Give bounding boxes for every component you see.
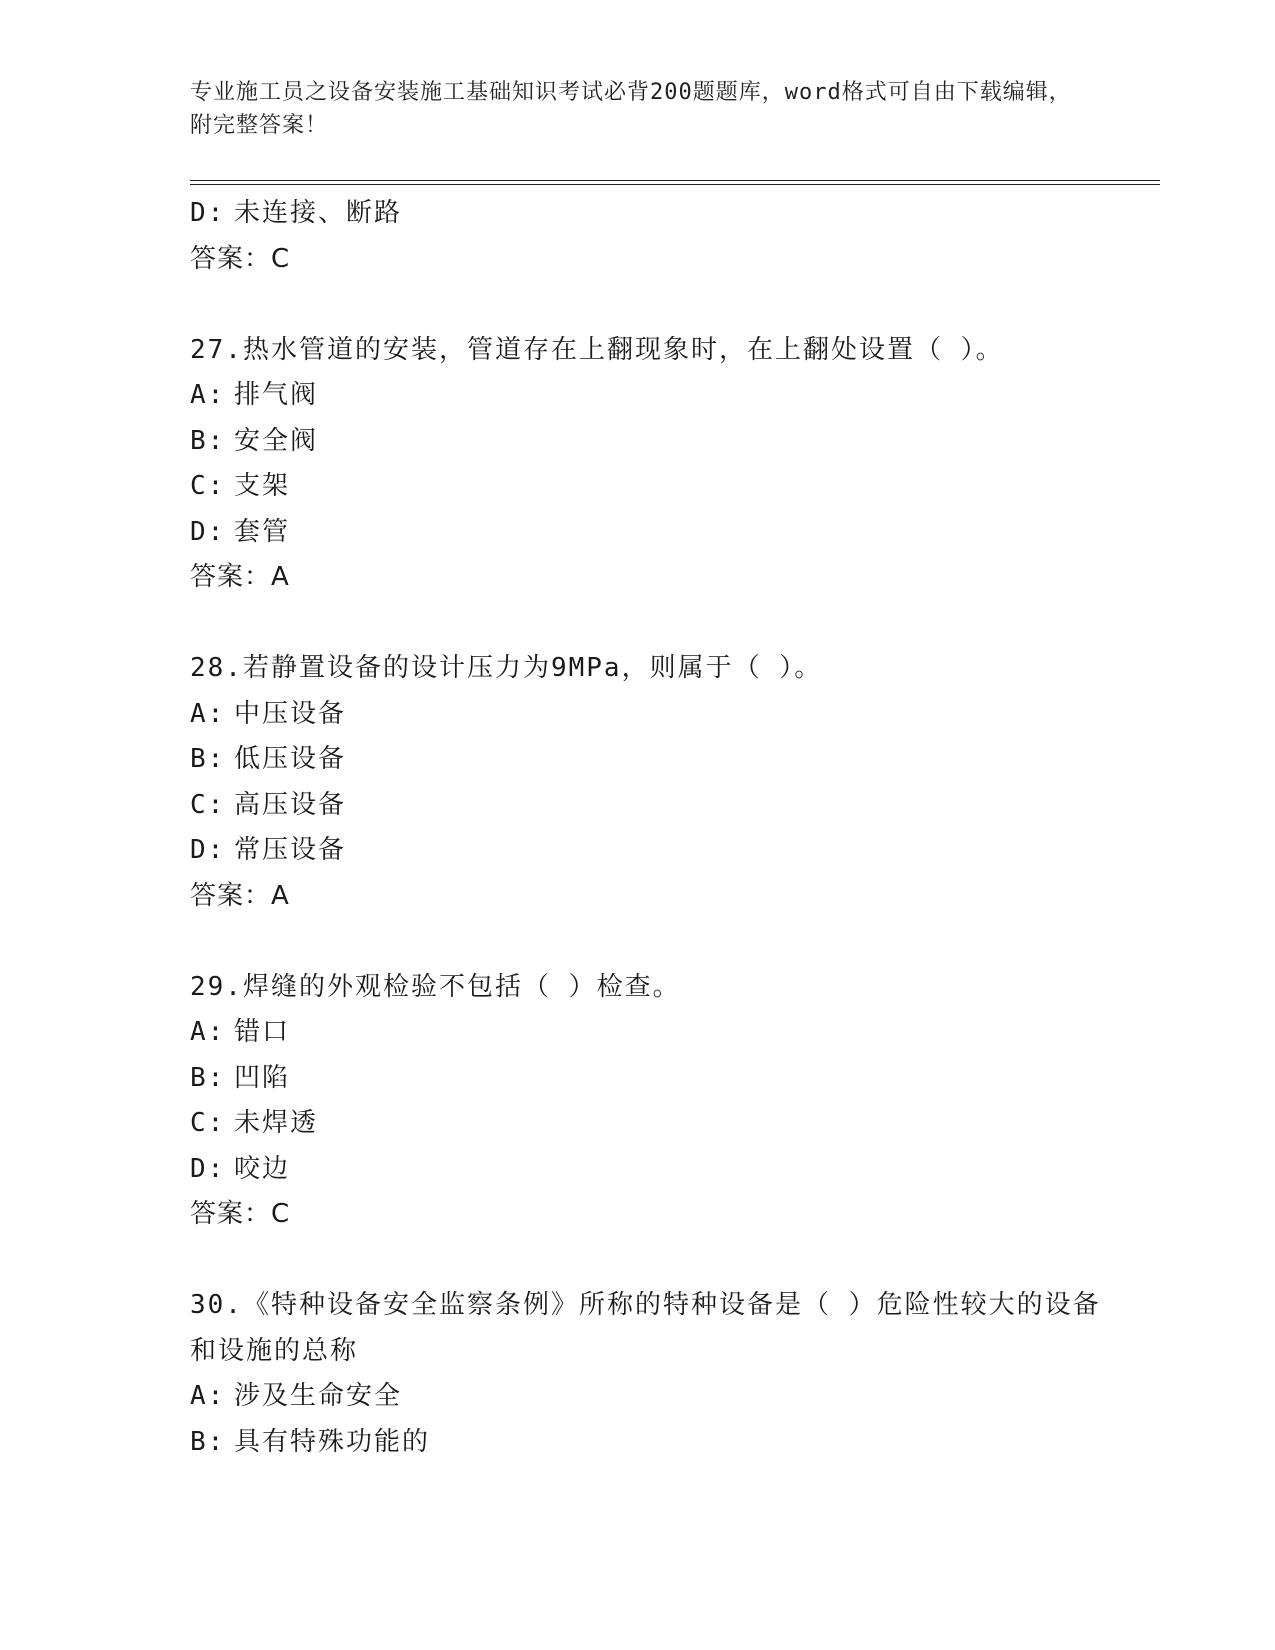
option-c bbox=[190, 1101, 1110, 1147]
option-key: C: bbox=[190, 471, 226, 501]
option-text: 常压设备 bbox=[234, 835, 347, 865]
option-text: 具有特殊功能的 bbox=[234, 1426, 431, 1457]
header-divider-top bbox=[190, 180, 1160, 181]
option-text: 支架 bbox=[234, 471, 291, 501]
header-divider-bottom bbox=[190, 184, 1160, 185]
question-stem: 27.热水管道的安装，管道存在上翻现象时，在上翻处设置（ ）。 bbox=[190, 334, 1004, 365]
option-b bbox=[190, 1056, 1110, 1102]
option-text: 高压设备 bbox=[234, 789, 347, 820]
option-d bbox=[190, 191, 1110, 237]
option-d bbox=[190, 828, 1110, 874]
option-a bbox=[190, 1374, 1110, 1420]
option-text: 未焊透 bbox=[234, 1108, 319, 1138]
page-header: 专业施工员之设备安装施工基础知识考试必背200题题库，word格式可自由下载编辑，附完整答案！ bbox=[190, 80, 1072, 138]
question-stem: 30.《特种设备安全监察条例》所称的特种设备是（ ）危险性较大的设备和设施的总称 bbox=[190, 1290, 1101, 1366]
option-a bbox=[190, 1010, 1110, 1056]
option-text: 套管 bbox=[234, 516, 291, 547]
option-d bbox=[190, 1147, 1110, 1193]
option-key: D: bbox=[190, 835, 226, 865]
option-text: 排气阀 bbox=[234, 380, 319, 410]
answer-line: 答案：C bbox=[190, 1199, 291, 1229]
spacer bbox=[190, 919, 1110, 965]
spacer bbox=[190, 601, 1110, 647]
option-text: 涉及生命安全 bbox=[234, 1381, 403, 1411]
option-b bbox=[190, 1420, 1110, 1466]
option-a bbox=[190, 373, 1110, 419]
question-content bbox=[190, 191, 1110, 1465]
option-text: 咬边 bbox=[234, 1153, 291, 1184]
option-key: B: bbox=[190, 1426, 226, 1457]
option-text: 中压设备 bbox=[234, 698, 347, 729]
option-a bbox=[190, 692, 1110, 738]
option-text: 凹陷 bbox=[234, 1062, 291, 1093]
answer-line: 答案：A bbox=[190, 880, 290, 911]
answer-line: 答案：C bbox=[190, 243, 291, 274]
option-key: D: bbox=[190, 198, 226, 228]
question-stem: 29.焊缝的外观检验不包括（ ）检查。 bbox=[190, 971, 681, 1002]
option-key: B: bbox=[190, 1062, 226, 1093]
option-b bbox=[190, 419, 1110, 465]
option-key: C: bbox=[190, 789, 226, 820]
option-text: 低压设备 bbox=[234, 744, 347, 774]
option-key: A: bbox=[190, 698, 226, 729]
spacer bbox=[190, 1238, 1110, 1284]
option-key: B: bbox=[190, 425, 226, 456]
option-text: 安全阀 bbox=[234, 425, 319, 456]
option-c bbox=[190, 464, 1110, 510]
option-key: A: bbox=[190, 1017, 226, 1047]
option-key: C: bbox=[190, 1108, 226, 1138]
option-key: D: bbox=[190, 516, 226, 547]
option-key: D: bbox=[190, 1153, 226, 1184]
option-text: 错口 bbox=[234, 1017, 291, 1047]
option-key: B: bbox=[190, 744, 226, 774]
spacer bbox=[190, 282, 1110, 328]
option-d bbox=[190, 510, 1110, 556]
option-b bbox=[190, 737, 1110, 783]
option-c bbox=[190, 783, 1110, 829]
question-stem: 28.若静置设备的设计压力为9MPa，则属于（ ）。 bbox=[190, 653, 823, 683]
option-text: 未连接、断路 bbox=[234, 198, 403, 228]
option-key: A: bbox=[190, 1381, 226, 1411]
answer-line: 答案：A bbox=[190, 562, 290, 592]
option-key: A: bbox=[190, 380, 226, 410]
